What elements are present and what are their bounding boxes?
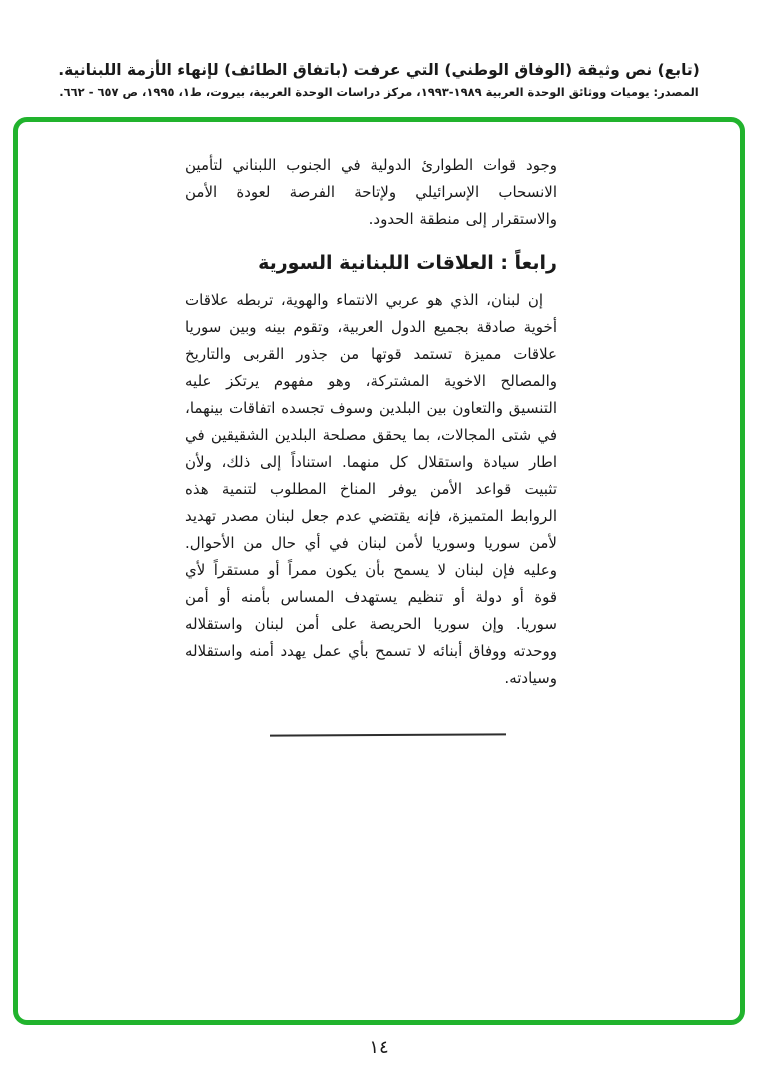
page-header xyxy=(0,58,758,101)
paragraph-continuation: وجود قوات الطوارئ الدولية في الجنوب اللبناني لتأمين الانسحاب الإسرائيلي ولإتاحة الفرصة لعودة الأمن والاستقرار إلى منطقة الحدود. xyxy=(185,156,557,228)
source-citation: المصدر: يوميات ووثائق الوحدة العربية ١٩٨٩-١٩٩٣، مركز دراسات الوحدة العربية، بيروت، ط١، ١٩٩٥، ص ٦٥٧ - ٦٦٢. xyxy=(59,85,699,99)
paragraph-lebanese-syrian-relations: إن لبنان، الذي هو عربي الانتماء والهوية، تربطه علاقات أخوية صادقة بجميع الدول العربية، وتقوم بينه وبين سوريا علاقات مميزة تستمد قوتها من جذور القربى والتاريخ والمصالح الاخوية المشتركة، وهو مفهوم يرتكز عليه التنسيق والتعاون بين البلدين وسوف تجسده اتفاقات بينهما، في شتى المجالات، بما يحقق مصلحة البلدين الشقيقين في اطار سيادة واستقلال كل منهما. استناداً إلى ذلك، ولأن تثبيت قواعد الأمن يوفر المناخ المطلوب لتنمية هذه الروابط المتميزة، فإنه يقتضي عدم جعل لبنان مصدر تهديد لأمن سوريا وسوريا لأمن لبنان في أي حال من الأحوال. وعليه فإن لبنان لا يسمح بأن يكون ممراً أو مستقراً لأي قوة أو دولة أو تنظيم يستهدف المساس بأمنه أو أمن سوريا. وإن سوريا الحريصة على أمن لبنان واستقلاله ووحدته ووفاق أبنائه لا تسمح بأي عمل يهدد أمنه واستقلاله وسيادته. xyxy=(185,291,557,687)
document-body xyxy=(185,152,557,692)
page-number: ١٤ xyxy=(369,1037,389,1058)
section-heading-fourth: رابعاً : العلاقات اللبنانية السورية xyxy=(258,252,557,274)
document-title: (تابع) نص وثيقة (الوفاق الوطني) التي عرفت (باتفاق الطائف) لإنهاء الأزمة اللبنانية. xyxy=(58,61,700,79)
